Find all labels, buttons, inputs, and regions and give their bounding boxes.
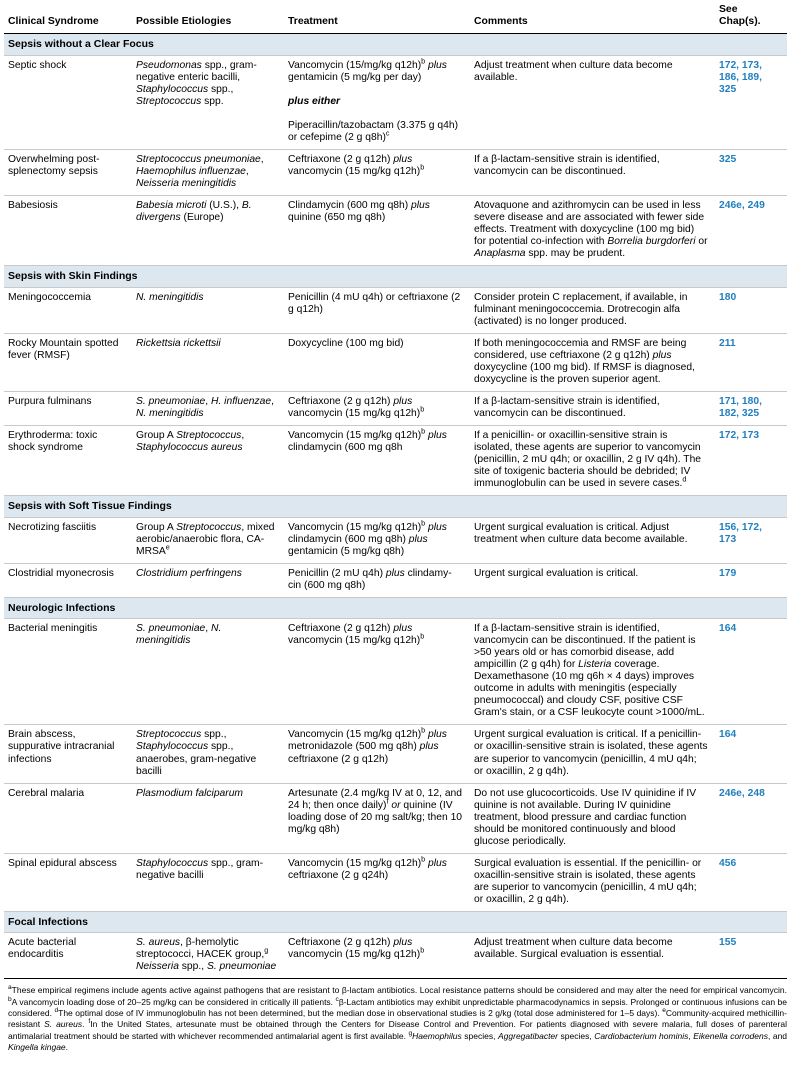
cell-treatment: Ceftriaxone (2 g q12h) plus vancomycin (15 mg/kg q12h)$^b$: [284, 933, 470, 979]
cell-see-chapters[interactable]: 172, 173: [715, 426, 787, 496]
cell-see-chapters[interactable]: 164: [715, 725, 787, 783]
column-header-comments: Comments: [470, 0, 715, 34]
cell-treatment: Vancomycin (15 mg/kg q12h)$^b$ plus metronidazole (500 mg q8h) plus ceftriaxone (2 g q12h): [284, 725, 470, 783]
cell-treatment: Vancomycin (15 mg/kg q12h)$^b$ plus clindamycin (600 mg q8h: [284, 426, 470, 496]
cell-treatment: Vancomycin (15 mg/kg q12h)$^b$ plus ceftriaxone (2 g q24h): [284, 853, 470, 911]
cell-treatment: Vancomycin (15 mg/kg q12h)$^b$ plus clindamycin (600 mg q8h) plus gentamicin (5 mg/kg q8h): [284, 517, 470, 563]
cell-treatment: Artesunate (2.4 mg/kg IV at 0, 12, and 24 h; then once daily)$^f$ or quinine (IV loading dose of 20 mg salt/kg; then 10 mg/kg q8h): [284, 783, 470, 853]
cell-clinical-syndrome: Clostridial myonecrosis: [4, 563, 132, 597]
cell-treatment: Ceftriaxone (2 g q12h) plus vancomycin (15 mg/kg q12h)$^b$: [284, 391, 470, 425]
column-header-treatment: Treatment: [284, 0, 470, 34]
cell-clinical-syndrome: Acute bacterial endocarditis: [4, 933, 132, 979]
section-title: Sepsis without a Clear Focus: [4, 34, 787, 55]
cell-possible-etiologies: Pseudomonas spp., gram-negative enteric bacilli, Staphylococcus spp., Streptococcus spp.: [132, 55, 284, 149]
cell-treatment: Penicillin (2 mU q4h) plus clindamy-cin (600 mg q8h): [284, 563, 470, 597]
cell-possible-etiologies: Group A Streptococcus, mixed aerobic/anaerobic flora, CA-MRSA$^e$: [132, 517, 284, 563]
cell-possible-etiologies: S. pneumoniae, N. meningitidis: [132, 619, 284, 725]
table-row: [4, 933, 787, 979]
cell-clinical-syndrome: Meningococcemia: [4, 287, 132, 333]
table-section-header: [4, 912, 787, 933]
cell-treatment: Clindamycin (600 mg q8h) plus quinine (650 mg q8h): [284, 196, 470, 266]
cell-possible-etiologies: Plasmodium falciparum: [132, 783, 284, 853]
table-row: [4, 196, 787, 266]
cell-clinical-syndrome: Septic shock: [4, 55, 132, 149]
cell-see-chapters[interactable]: 456: [715, 853, 787, 911]
table-section-header: [4, 496, 787, 517]
cell-treatment: Vancomycin (15/mg/kg q12h)$^b$ plus gentamicin (5 mg/kg per day) plus either Piperacillin/tazobactam (3.375 g q4h) or cefepime (2 g q8h)$^c$: [284, 55, 470, 149]
table-row: [4, 725, 787, 783]
cell-clinical-syndrome: Brain abscess, suppurative intracranial infections: [4, 725, 132, 783]
cell-see-chapters[interactable]: 155: [715, 933, 787, 979]
cell-comments: If a β-lactam-sensitive strain is identified, vancomycin can be discontinued. If the patient is >50 years old or has comorbid disease, add ampicillin (2 g q4h) for Listeria coverage. Dexamethasone (10 mg q6h × 4 days) improves outcome in adults with meningitis (especially pneumococcal) and cloudy CSF, positive CSF Gram's stain, or a CSF leukocyte count >1000/mL.: [470, 619, 715, 725]
table-row: [4, 333, 787, 391]
column-header-possible-etiologies: Possible Etiologies: [132, 0, 284, 34]
cell-comments: Urgent surgical evaluation is critical. Adjust treatment when culture data become available.: [470, 517, 715, 563]
table-row: [4, 783, 787, 853]
cell-see-chapters[interactable]: 156, 172, 173: [715, 517, 787, 563]
cell-clinical-syndrome: Babesiosis: [4, 196, 132, 266]
table-row: [4, 517, 787, 563]
cell-possible-etiologies: N. meningitidis: [132, 287, 284, 333]
cell-comments: Surgical evaluation is essential. If the penicillin- or oxacillin-sensitive strain is isolated, these agents are superior to vancomycin (penicillin, 4 mU q4h; or oxacillin, 2 g q4h).: [470, 853, 715, 911]
cell-comments: If a β-lactam-sensitive strain is identified, vancomycin can be discontinued.: [470, 149, 715, 195]
table-row: [4, 391, 787, 425]
cell-possible-etiologies: Staphylococcus spp., gram-negative bacilli: [132, 853, 284, 911]
cell-possible-etiologies: S. aureus, β-hemolytic streptococci, HACEK group,$^g$ Neisseria spp., S. pneumoniae: [132, 933, 284, 979]
section-title: Sepsis with Soft Tissue Findings: [4, 496, 787, 517]
clinical-syndrome-table: [4, 0, 787, 979]
cell-possible-etiologies: Streptococcus pneumoniae, Haemophilus influenzae, Neisseria meningitidis: [132, 149, 284, 195]
cell-possible-etiologies: Group A Streptococcus, Staphylococcus aureus: [132, 426, 284, 496]
table-header: [4, 0, 787, 34]
table-section-header: [4, 266, 787, 287]
column-header-clinical-syndrome: Clinical Syndrome: [4, 0, 132, 34]
cell-comments: Urgent surgical evaluation is critical.: [470, 563, 715, 597]
cell-clinical-syndrome: Necrotizing fasciitis: [4, 517, 132, 563]
cell-comments: Consider protein C replacement, if available, in fulminant meningococcemia. Drotrecogin alfa (activated) is no longer produced.: [470, 287, 715, 333]
cell-comments: Adjust treatment when culture data become available.: [470, 55, 715, 149]
cell-possible-etiologies: Streptococcus spp., Staphylococcus spp., anaerobes, gram-negative bacilli: [132, 725, 284, 783]
cell-clinical-syndrome: Purpura fulminans: [4, 391, 132, 425]
cell-clinical-syndrome: Cerebral malaria: [4, 783, 132, 853]
cell-comments: Atovaquone and azithromycin can be used in less severe disease and are associated with fewer side effects. Treatment with doxycycline (100 mg bid) for potential co-infection with Borrelia burgdorferi or Anaplasma spp. may be prudent.: [470, 196, 715, 266]
section-title: Sepsis with Skin Findings: [4, 266, 787, 287]
header-row: [4, 0, 787, 34]
cell-treatment: Doxycycline (100 mg bid): [284, 333, 470, 391]
cell-see-chapters[interactable]: 246e, 248: [715, 783, 787, 853]
table-section-header: [4, 597, 787, 618]
table-row: [4, 853, 787, 911]
cell-see-chapters[interactable]: 172, 173, 186, 189, 325: [715, 55, 787, 149]
cell-treatment: Ceftriaxone (2 g q12h) plus vancomycin (15 mg/kg q12h)$^b$: [284, 149, 470, 195]
column-header-see-chapters: See Chap(s).: [715, 0, 787, 34]
cell-treatment: Penicillin (4 mU q4h) or ceftriaxone (2 g q12h): [284, 287, 470, 333]
cell-treatment: Ceftriaxone (2 g q12h) plus vancomycin (15 mg/kg q12h)$^b$: [284, 619, 470, 725]
table-section-header: [4, 34, 787, 55]
cell-see-chapters[interactable]: 325: [715, 149, 787, 195]
cell-see-chapters[interactable]: 164: [715, 619, 787, 725]
table-row: [4, 426, 787, 496]
cell-see-chapters[interactable]: 180: [715, 287, 787, 333]
cell-see-chapters[interactable]: 171, 180, 182, 325: [715, 391, 787, 425]
cell-clinical-syndrome: Spinal epidural abscess: [4, 853, 132, 911]
footnotes: $^a$These empirical regimens include agents active against pathogens that are resistant to β-lactam antibiotics. Local resistance patterns should be considered and may alter the need for empirical vancomycin. $^b$A vancomycin loading dose of 20–25 mg/kg can be considered in critically ill patients. $^c$β-Lactam antibiotics may exhibit unpredictable pharmacodynamics in sepsis. Prolonged or continuous infusions can be considered. $^d$The optimal dose of IV immunoglobulin has not been determined, but the median dose in observational studies is 2 g/kg (total dose administered for 1–5 days). $^e$Community-acquired methicillin-resistant S. aureus. $^f$In the United States, artesunate must be obtained through the Centers for Disease Control and Prevention. For patients diagnosed with severe malaria, full doses of parenteral antimalarial treatment should be started with whichever recommended antimalarial agent is first available. $^g$Haemophilus species, Aggregatibacter species, Cardiobacterium hominis, Eikenella corrodens, and Kingella kingae.: [8, 984, 788, 1052]
cell-clinical-syndrome: Rocky Mountain spotted fever (RMSF): [4, 333, 132, 391]
table-row: [4, 149, 787, 195]
cell-comments: If a penicillin- or oxacillin-sensitive strain is isolated, these agents are superior to vancomycin (penicillin, 2 mU q4h; or oxacillin, 2 g IV q4h). The site of toxigenic bacteria should be debrided; IV immunoglobulin can be used in severe cases.$^d$: [470, 426, 715, 496]
section-title: Focal Infections: [4, 912, 787, 933]
cell-possible-etiologies: Babesia microti (U.S.), B. divergens (Europe): [132, 196, 284, 266]
section-title: Neurologic Infections: [4, 597, 787, 618]
table-row: [4, 287, 787, 333]
cell-possible-etiologies: Rickettsia rickettsii: [132, 333, 284, 391]
table-row: [4, 563, 787, 597]
cell-comments: Urgent surgical evaluation is critical. If a penicillin- or oxacillin-sensitive strain is isolated, these agents are superior to vancomycin (penicillin, 4 mU q4h; or oxacillin, 2 g q4h).: [470, 725, 715, 783]
cell-see-chapters[interactable]: 246e, 249: [715, 196, 787, 266]
cell-comments: Do not use glucocorticoids. Use IV quinidine if IV quinine is not available. During IV quinidine treatment, blood pressure and cardiac function should be monitored continuously and blood glucose periodically.: [470, 783, 715, 853]
table-row: [4, 55, 787, 149]
table-body: [4, 34, 787, 979]
cell-comments: If both meningococcemia and RMSF are being considered, use ceftriaxone (2 g q12h) plus doxycycline (100 mg bid). If RMSF is diagnosed, doxycycline is the proven superior agent.: [470, 333, 715, 391]
cell-clinical-syndrome: Overwhelming post-splenectomy sepsis: [4, 149, 132, 195]
cell-see-chapters[interactable]: 211: [715, 333, 787, 391]
cell-possible-etiologies: S. pneumoniae, H. influenzae, N. meningitidis: [132, 391, 284, 425]
cell-comments: If a β-lactam-sensitive strain is identified, vancomycin can be discontinued.: [470, 391, 715, 425]
cell-clinical-syndrome: Bacterial meningitis: [4, 619, 132, 725]
cell-comments: Adjust treatment when culture data become available. Surgical evaluation is essential.: [470, 933, 715, 979]
cell-see-chapters[interactable]: 179: [715, 563, 787, 597]
table-row: [4, 619, 787, 725]
cell-possible-etiologies: Clostridium perfringens: [132, 563, 284, 597]
cell-clinical-syndrome: Erythroderma: toxic shock syndrome: [4, 426, 132, 496]
